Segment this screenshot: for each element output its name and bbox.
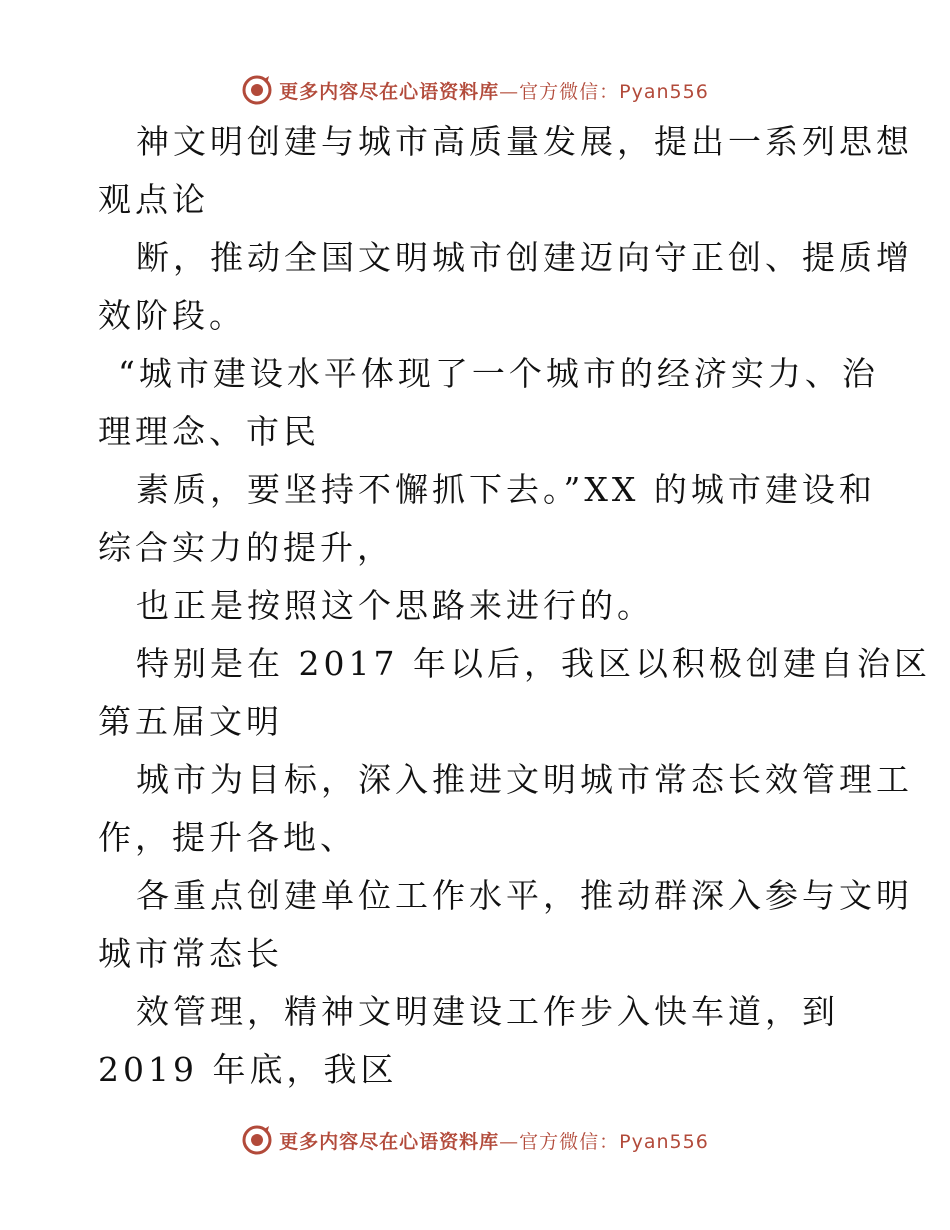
header-watermark-banner — [0, 70, 950, 110]
watermark-brand: 更多内容尽在心语资料库 — [279, 80, 500, 103]
text-line: 理理念、市民 — [98, 412, 320, 451]
watermark-wechat: 官方微信：Pyan556 — [519, 80, 709, 103]
text-line: 各重点创建单位工作水平，推动群深入参与文明 — [136, 876, 913, 915]
watermark-text — [279, 77, 709, 104]
text-line: 综合实力的提升， — [98, 528, 394, 567]
text-line: 效阶段。 — [98, 296, 246, 335]
text-line: “城市建设水平体现了一个城市的经济实力、治 — [118, 354, 879, 393]
text-line: 神文明创建与城市高质量发展，提出一系列思想 — [136, 122, 913, 161]
text-line: 观点论 — [98, 180, 209, 219]
watermark-separator: — — [499, 80, 520, 103]
text-line: 素质，要坚持不懈抓下去。”XX 的城市建设和 — [136, 470, 876, 509]
text-line: 城市常态长 — [98, 934, 283, 973]
text-line: 作，提升各地、 — [98, 818, 357, 857]
text-line: 特别是在 2017 年以后，我区以积极创建自治区 — [136, 644, 931, 683]
text-line: 断，推动全国文明城市创建迈向守正创、提质增 — [136, 238, 913, 277]
text-line: 效管理，精神文明建设工作步入快车道，到 — [136, 992, 839, 1031]
footer-watermark-banner — [0, 1120, 950, 1160]
watermark-wechat: 官方微信：Pyan556 — [519, 1130, 709, 1153]
brand-logo-icon — [241, 1124, 273, 1156]
watermark-text — [279, 1127, 709, 1154]
watermark-separator: — — [499, 1130, 520, 1153]
text-line: 第五届文明 — [98, 702, 283, 741]
text-line: 也正是按照这个思路来进行的。 — [136, 586, 654, 625]
text-line: 城市为目标，深入推进文明城市常态长效管理工 — [136, 760, 913, 799]
watermark-brand: 更多内容尽在心语资料库 — [279, 1130, 500, 1153]
brand-logo-icon — [241, 74, 273, 106]
text-line: 2019 年底，我区 — [98, 1050, 398, 1089]
